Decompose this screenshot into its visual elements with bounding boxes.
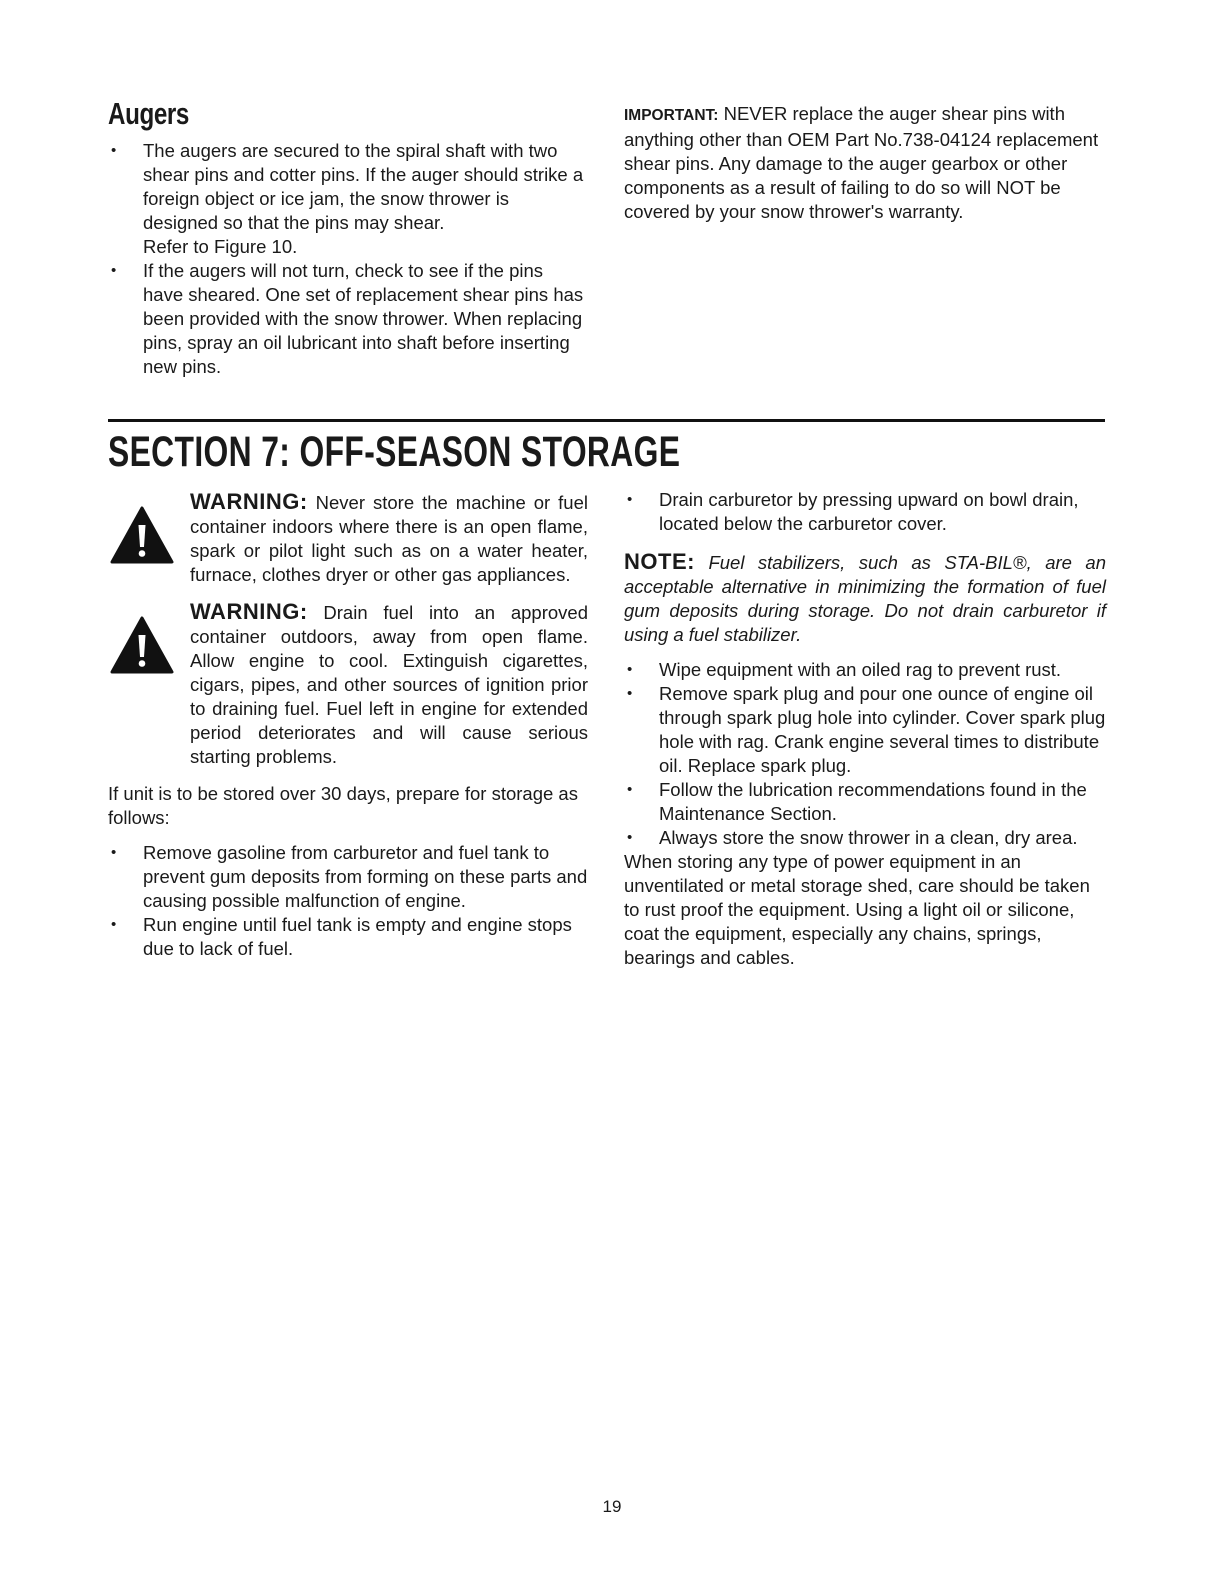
- list-item: [108, 139, 586, 259]
- list-item: • Follow the lubrication recommendations found in the Maintenance Section.: [624, 778, 1106, 826]
- section-title: SECTION 7: OFF-SEASON STORAGE: [108, 428, 681, 476]
- list-item: • Remove spark plug and pour one ounce of engine oil through spark plug hole into cylinder. Cover spark plug hole with rag. Crank engine several times to distribute oil. Replace spark plug.: [624, 682, 1106, 778]
- storage-right-column: [624, 488, 1106, 970]
- important-label: IMPORTANT:: [624, 107, 719, 124]
- augers-left-column: [108, 139, 586, 379]
- important-notice: [624, 102, 1106, 224]
- augers-bullet-1: The augers are secured to the spiral shaft with two shear pins and cotter pins. If the auger should strike a foreign object or ice jam, the snow thrower is designed so that the pins may shear.: [143, 140, 584, 233]
- note-label: NOTE:: [624, 549, 695, 574]
- storage-left-column: [108, 490, 588, 961]
- storage-right-top-bullet: [624, 488, 1106, 536]
- important-text: NEVER replace the auger shear pins with anything other than OEM Part No.738-04124 replacement shear pins. Any damage to the auger gearbox or other components as a result of failing to do so will NOT be covered by your snow thrower's warranty.: [624, 103, 1099, 222]
- list-item: • Run engine until fuel tank is empty and engine stops due to lack of fuel.: [108, 913, 588, 961]
- storage-intro: If unit is to be stored over 30 days, prepare for storage as follows:: [108, 783, 578, 828]
- warning-triangle-icon: [110, 616, 174, 674]
- warning-block-1: [108, 490, 588, 587]
- augers-bullet-list: [108, 139, 586, 379]
- storage-right-bullets: [624, 658, 1106, 850]
- note-block: [624, 550, 1106, 647]
- warning-block-2: [108, 600, 588, 769]
- list-item: [108, 259, 586, 379]
- warning-text: Never store the machine or fuel container indoors where there is an open flame, spark or pilot light such as on a water heater, furnace, clothes dryer or other gas appliances.: [190, 492, 588, 585]
- note-text: Fuel stabilizers, such as STA-BIL®, are an acceptable alternative in minimizing the formation of fuel gum deposits during storage. Do not drain carburetor if using a fuel stabilizer.: [624, 552, 1106, 645]
- list-item: • Always store the snow thrower in a clean, dry area.: [624, 826, 1106, 850]
- list-item: • Remove gasoline from carburetor and fuel tank to prevent gum deposits from forming on these parts and causing possible malfunction of engine.: [108, 841, 588, 913]
- warning-label: WARNING:: [190, 489, 308, 514]
- list-item: • Drain carburetor by pressing upward on bowl drain, located below the carburetor cover.: [624, 488, 1106, 536]
- figure-reference: Refer to Figure 10.: [143, 236, 298, 257]
- warning-label: WARNING:: [190, 599, 308, 624]
- list-item: • Wipe equipment with an oiled rag to prevent rust.: [624, 658, 1106, 682]
- section-divider: [108, 419, 1105, 422]
- augers-heading: Augers: [108, 96, 189, 131]
- page-number: 19: [602, 1497, 622, 1516]
- warning-triangle-icon: [110, 506, 174, 564]
- storage-closing-paragraph: When storing any type of power equipment in an unventilated or metal storage shed, care should be taken to rust proof the equipment. Using a light oil or silicone, coat the equipment, especially any chains, springs, bearings and cables.: [624, 851, 1090, 968]
- warning-text: Drain fuel into an approved container outdoors, away from open flame. Allow engine to cool. Extinguish cigarettes, cigars, pipes, and other sources of ignition prior to draining fuel. Fuel left in engine for extended period deteriorates and will cause serious starting problems.: [190, 602, 588, 767]
- augers-bullet-2: If the augers will not turn, check to see if the pins have sheared. One set of replacement shear pins has been provided with the snow thrower. When replacing pins, spray an oil lubricant into shaft before inserting new pins.: [143, 260, 584, 377]
- storage-left-bullets: [108, 841, 588, 961]
